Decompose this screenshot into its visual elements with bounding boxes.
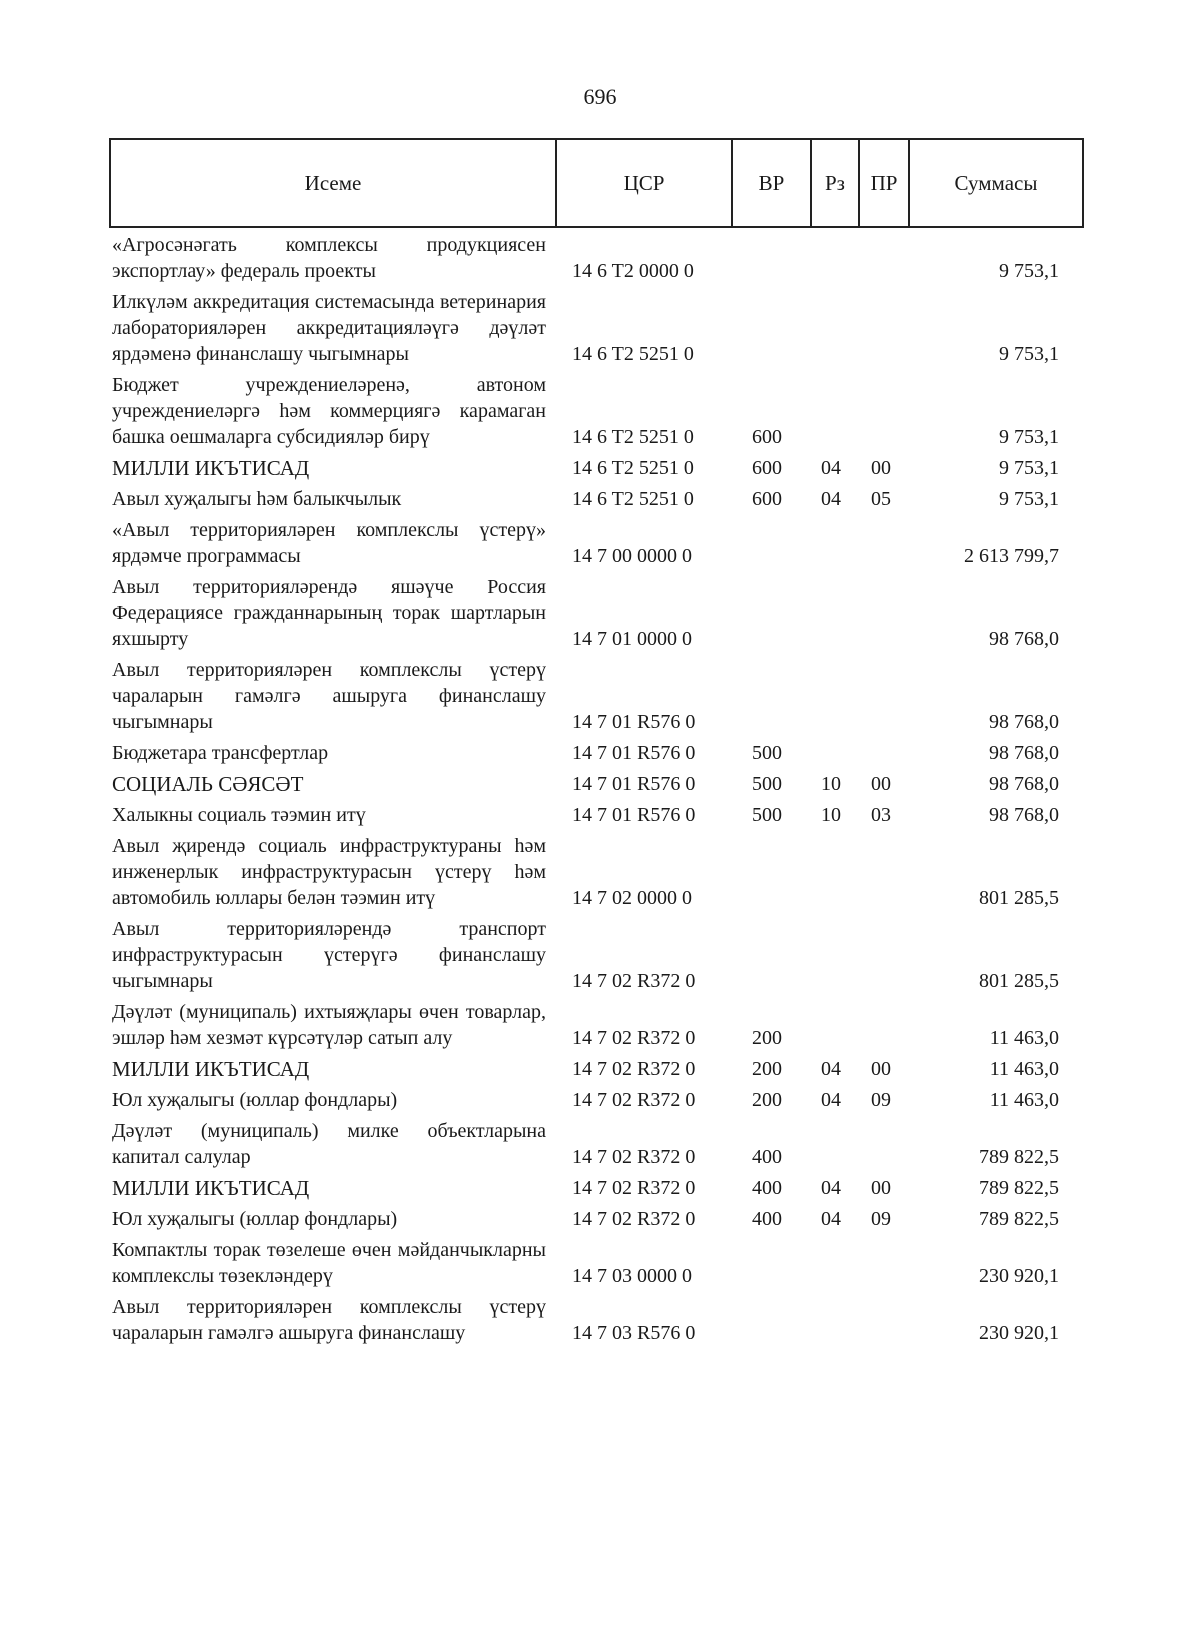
cell-vr [732,829,811,912]
cell-rz: 04 [821,1208,841,1230]
cell-sum: 789 822,5 [979,1146,1059,1168]
cell-csr: 14 7 02 R372 0 [572,1058,696,1080]
cell-pr: 00 [871,1058,891,1080]
cell-vr: 600 [752,457,782,479]
cell-vr [732,513,811,570]
cell-csr: 14 7 01 R576 0 [572,711,696,733]
cell-pr: 09 [871,1089,891,1111]
cell-sum: 98 768,0 [989,711,1059,733]
cell-sum: 9 753,1 [999,457,1059,479]
table-row [110,829,1083,912]
table-row [110,1083,1083,1114]
cell-sum: 230 920,1 [979,1265,1059,1287]
header-sum: Суммасы [909,139,1083,227]
cell-vr [732,1290,811,1347]
cell-rz [811,912,859,995]
table-row [110,227,1083,285]
cell-csr: 14 6 T2 5251 0 [572,488,694,510]
cell-pr: 00 [871,773,891,795]
cell-name: Авыл җирендә социаль инфраструктураны һәм инженерлык инфраструктурасын үстерү һәм автомобиль юллары белән тәэмин итү [112,835,546,909]
cell-rz: 10 [821,804,841,826]
cell-rz: 04 [821,1089,841,1111]
cell-vr [732,653,811,736]
cell-pr [859,1114,909,1171]
cell-rz [811,1290,859,1347]
cell-name: МИЛЛИ ИКЪТИСАД [112,1176,310,1200]
table-row [110,798,1083,829]
cell-rz [811,227,859,285]
cell-vr: 500 [752,773,782,795]
cell-vr: 600 [752,488,782,510]
table-row [110,451,1083,482]
cell-csr: 14 7 02 R372 0 [572,1146,696,1168]
cell-csr: 14 7 02 R372 0 [572,1089,696,1111]
cell-name: Авыл территорияләрен комплекслы үстерү чараларын гамәлгә ашыруга финанслашу [112,1296,546,1344]
cell-csr: 14 7 01 0000 0 [572,628,692,650]
table-row [110,912,1083,995]
cell-rz: 04 [821,1177,841,1199]
cell-rz: 04 [821,488,841,510]
cell-pr [859,570,909,653]
cell-sum: 11 463,0 [989,1058,1059,1080]
cell-name: Авыл территорияләрен комплекслы үстерү чараларын гамәлгә ашыруга финанслашу чыгымнары [112,659,546,733]
cell-vr: 200 [752,1027,782,1049]
cell-sum: 9 753,1 [999,343,1059,365]
cell-csr: 14 7 01 R576 0 [572,742,696,764]
cell-pr [859,285,909,368]
cell-name: «Агросәнәгать комплексы продукциясен экспортлау» федераль проекты [112,234,546,282]
cell-name: Авыл территорияләрендә яшәүче Россия Федерациясе гражданнарының торак шартларын яхшырту [112,576,546,650]
table-row [110,736,1083,767]
cell-rz [811,285,859,368]
cell-name: Юл хуҗалыгы (юллар фондлары) [112,1089,398,1111]
table-row [110,513,1083,570]
cell-csr: 14 6 T2 5251 0 [572,426,694,448]
cell-rz [811,1114,859,1171]
cell-pr: 00 [871,457,891,479]
cell-csr: 14 7 02 R372 0 [572,1027,696,1049]
cell-sum: 98 768,0 [989,742,1059,764]
cell-pr [859,227,909,285]
cell-csr: 14 6 T2 5251 0 [572,457,694,479]
cell-rz [811,368,859,451]
cell-name: Авыл территорияләрендә транспорт инфраструктурасын үстерүгә финанслашу чыгымнары [112,918,546,992]
cell-pr [859,995,909,1052]
cell-vr [732,570,811,653]
table-row [110,1290,1083,1347]
cell-csr: 14 7 03 R576 0 [572,1322,696,1344]
cell-sum: 98 768,0 [989,628,1059,650]
cell-rz [811,995,859,1052]
cell-csr: 14 7 01 R576 0 [572,804,696,826]
page-number: 696 [583,84,617,109]
cell-sum: 789 822,5 [979,1208,1059,1230]
cell-rz [811,736,859,767]
cell-csr: 14 7 00 0000 0 [572,545,692,567]
cell-name: Компактлы торак төзелеше өчен мәйданчыкларны комплекслы төзекләндерү [112,1239,546,1287]
cell-vr: 500 [752,804,782,826]
header-pr: ПР [859,139,909,227]
cell-rz [811,570,859,653]
cell-pr: 05 [871,488,891,510]
table-row [110,1233,1083,1290]
cell-sum: 801 285,5 [979,970,1059,992]
cell-vr [732,285,811,368]
cell-rz [811,829,859,912]
budget-table [109,138,1084,1347]
cell-name: Дәүләт (муниципаль) милке объектларына капитал салулар [112,1120,546,1168]
cell-vr [732,1233,811,1290]
cell-pr [859,513,909,570]
cell-csr: 14 7 01 R576 0 [572,773,696,795]
header-vr: ВР [732,139,811,227]
cell-name: Авыл хуҗалыгы һәм балыкчылык [112,488,402,510]
cell-name: СОЦИАЛЬ СӘЯСӘТ [112,772,304,796]
cell-csr: 14 7 02 R372 0 [572,1177,696,1199]
cell-sum: 98 768,0 [989,804,1059,826]
cell-csr: 14 6 T2 5251 0 [572,343,694,365]
cell-name: Халыкны социаль тәэмин итү [112,804,366,826]
cell-vr: 500 [752,742,782,764]
cell-sum: 98 768,0 [989,773,1059,795]
cell-pr [859,736,909,767]
table-row [110,1114,1083,1171]
cell-sum: 801 285,5 [979,887,1059,909]
cell-sum: 9 753,1 [999,260,1059,282]
cell-rz: 10 [821,773,841,795]
cell-rz [811,513,859,570]
cell-name: Бюджетара трансфертлар [112,742,329,764]
cell-sum: 9 753,1 [999,426,1059,448]
header-csr: ЦСР [556,139,732,227]
table-row [110,285,1083,368]
cell-pr: 00 [871,1177,891,1199]
cell-vr [732,912,811,995]
table-row [110,1202,1083,1233]
table-row [110,570,1083,653]
cell-pr [859,368,909,451]
cell-vr: 400 [752,1146,782,1168]
cell-sum: 2 613 799,7 [964,545,1059,567]
cell-pr [859,1233,909,1290]
cell-name: Бюджет учреждениеләренә, автоном учреждениеләргә һәм коммерциягә карамаган башка оешмаларга субсидияләр бирү [112,374,546,448]
cell-csr: 14 7 02 R372 0 [572,1208,696,1230]
table-row [110,1052,1083,1083]
cell-pr [859,912,909,995]
cell-vr: 400 [752,1177,782,1199]
cell-name: Дәүләт (муниципаль) ихтыяҗлары өчен товарлар, эшләр һәм хезмәт күрсәтүләр сатып алу [112,1001,546,1049]
cell-vr: 200 [752,1089,782,1111]
cell-name: МИЛЛИ ИКЪТИСАД [112,456,310,480]
cell-sum: 789 822,5 [979,1177,1059,1199]
cell-name: МИЛЛИ ИКЪТИСАД [112,1057,310,1081]
table-row [110,1171,1083,1202]
table-header [110,139,1083,227]
cell-vr: 600 [752,426,782,448]
table-row [110,653,1083,736]
table-row [110,368,1083,451]
table-body [110,227,1083,1347]
header-rz: Рз [811,139,859,227]
cell-vr: 200 [752,1058,782,1080]
cell-rz [811,1233,859,1290]
cell-vr [732,227,811,285]
cell-pr: 09 [871,1208,891,1230]
cell-pr [859,653,909,736]
header-name: Исеме [110,139,556,227]
cell-csr: 14 7 02 0000 0 [572,887,692,909]
cell-csr: 14 7 03 0000 0 [572,1265,692,1287]
cell-name: «Авыл территорияләрен комплекслы үстерү» ярдәмче программасы [112,519,546,567]
cell-name: Илкүләм аккредитация системасында ветеринария лабораторияләрен аккредитацияләүгә дәүләт ярдәменә финанслашу чыгымнары [112,291,546,365]
cell-sum: 230 920,1 [979,1322,1059,1344]
table-row [110,767,1083,798]
cell-rz [811,653,859,736]
cell-sum: 11 463,0 [989,1089,1059,1111]
cell-csr: 14 7 02 R372 0 [572,970,696,992]
cell-csr: 14 6 T2 0000 0 [572,260,694,282]
table-row [110,995,1083,1052]
table-row [110,482,1083,513]
cell-pr: 03 [871,804,891,826]
cell-rz: 04 [821,457,841,479]
cell-name: Юл хуҗалыгы (юллар фондлары) [112,1208,398,1230]
cell-sum: 11 463,0 [989,1027,1059,1049]
cell-pr [859,1290,909,1347]
cell-pr [859,829,909,912]
cell-vr: 400 [752,1208,782,1230]
cell-sum: 9 753,1 [999,488,1059,510]
cell-rz: 04 [821,1058,841,1080]
